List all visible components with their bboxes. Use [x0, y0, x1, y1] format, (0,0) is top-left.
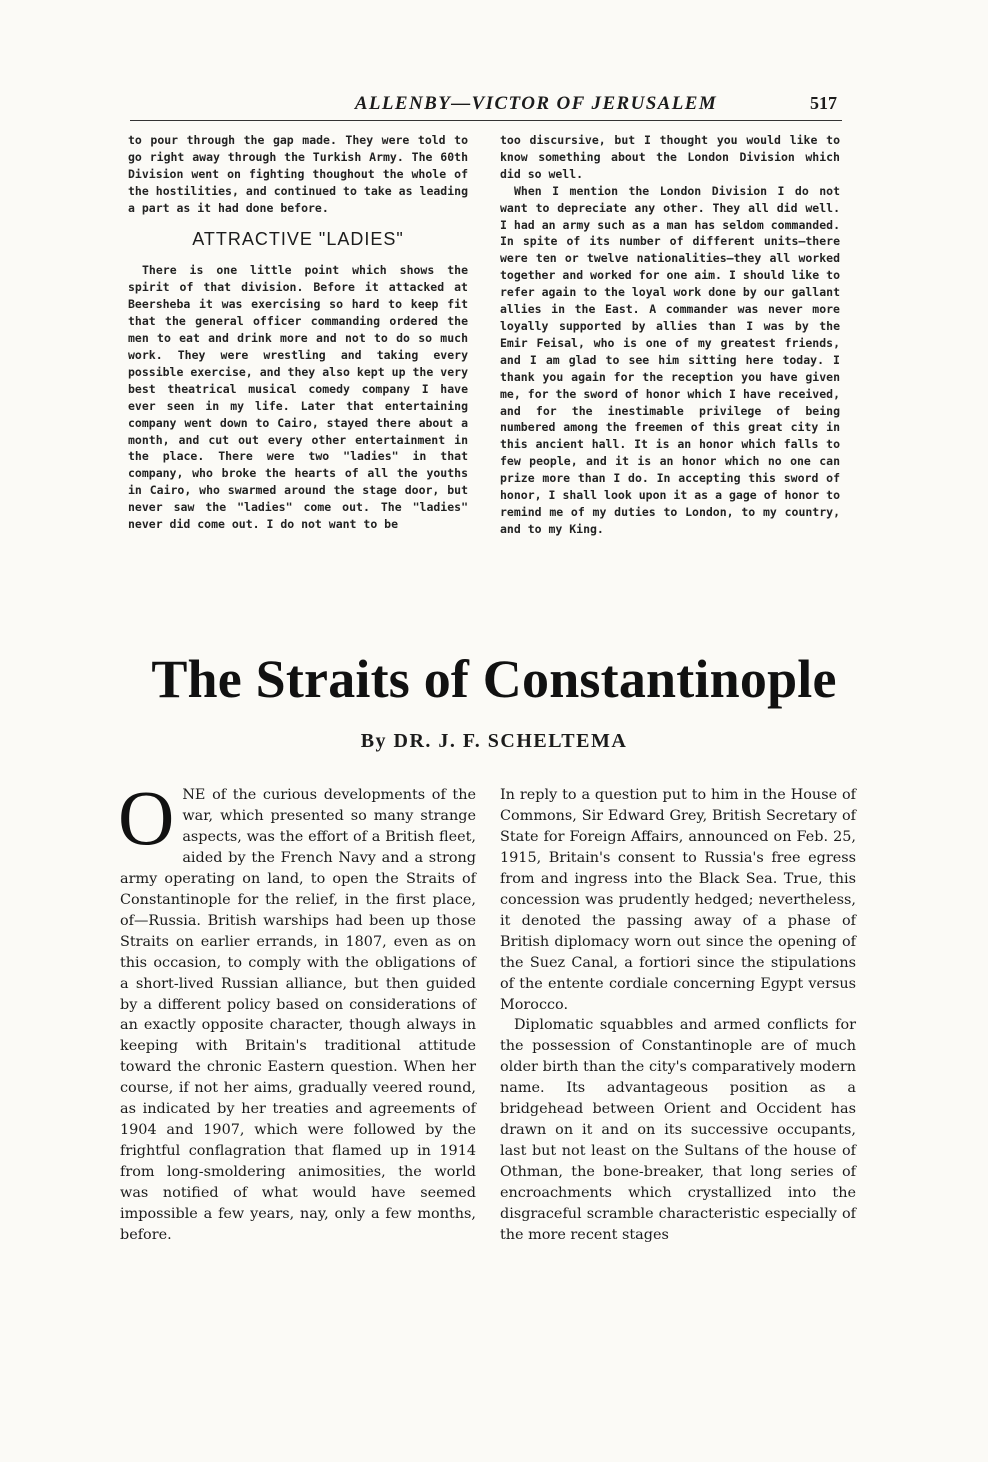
article-right-column: [500, 785, 856, 1246]
article-byline: By DR. J. F. SCHELTEMA: [360, 730, 628, 752]
article-left-column: [118, 774, 476, 1246]
paragraph: [118, 774, 476, 1246]
header-rule: [130, 120, 842, 121]
section-subheading: ATTRACTIVE "LADIES": [192, 228, 404, 249]
paragraph: In reply to a question put to him in the House of Commons, Sir Edward Grey, British Secretary of State for Foreign Affairs, announced on Feb. 25, 1915, Britain's consent to Russia's free egress from and ingress into the Black Sea. True, this concession was prudently hedged; nevertheless, it denoted the passing away of a phase of British diplomacy worn out since the opening of the Suez Canal, a fortiori since the stipulations of the entente cordiale concerning Egypt versus Morocco.: [500, 787, 856, 1013]
page-number: 517: [810, 93, 837, 113]
paragraph: When I mention the London Division I do not want to depreciate any other. They all did well. I had an army such as a man has seldom commanded. In spite of its number of different units—there were ten or twelve nationalities—they all worked together and worked for one aim. I should like to refer again to the loyal work done by our gallant allies in the East. A commander was never more loyally supported by allies than I was by the Emir Feisal, who is one of my greatest friends, and I am glad to see him sitting here today. I thank you again for the reception you have given me, for the sword of honor which I have received, and for the inestimable privilege of being numbered among the freemen of this great city in this ancient hall. It is an honor which falls to few people, and it is an honor which no one can prize more than I do. In accepting this sword of honor, I shall look upon it as a gage of honor to remind me of my duties to London, to my country, and to my King.: [500, 183, 840, 536]
top-left-column: [128, 132, 468, 533]
drop-cap: O: [118, 774, 175, 861]
running-header: ALLENBY—VICTOR OF JERUSALEM: [354, 93, 718, 114]
top-right-column: [500, 132, 840, 538]
paragraph: to pour through the gap made. They were told to go right away through the Turkish Army. The 60th Division went on fighting thoughout the whole of the hostilities, and continued to take as leading a part as it had done before.: [128, 133, 468, 215]
paragraph-text: NE of the curious developments of the war, which presented so many strange aspects, was the effort of a British fleet, aided by the French Navy and a strong army operating on land, to open the Straits of Constantinople for the relief, in the first place, of—Russia. British warships had been up those Straits on earlier errands, in 1807, even as on this occasion, to comply with the obligations of a short-lived Russian alliance, but then guided by a different policy based on considerations of an exactly opposite character, though always in keeping with Britain's traditional attitude toward the chronic Eastern question. When her course, if not her aims, gradually veered round, as indicated by her treaties and agreements of 1904 and 1907, which were followed by the frightful conflagration that flamed up in 1914 from long-smoldering animosities, the world was notified of what would have seemed impossible a few years, nay, only a few months, before.: [120, 787, 476, 1244]
article-title: The Straits of Constantinople: [151, 649, 837, 709]
paragraph: too discursive, but I thought you would like to know something about the London Division which did so well.: [500, 133, 840, 181]
paragraph: Diplomatic squabbles and armed conflicts for the possession of Constantinople are of much older birth than the city's comparatively modern name. Its advantageous position as a bridgehead between Orient and Occident has drawn on it and on its successive occupants, last but not least on the Sultans of the house of Othman, the bone-breaker, that long series of encroachments which crystallized into the disgraceful scramble characteristic especially of the more recent stages: [500, 1017, 856, 1244]
paragraph: There is one little point which shows the spirit of that division. Before it attacked at Beersheba it was exercising so hard to keep fit that the general officer commanding ordered the men to eat and drink more and not to do so much work. They were wrestling and taking every possible exercise, and they also kept up the very best theatrical musical comedy company I have ever seen in my life. Later that entertaining company went down to Cairo, stayed there about a month, and cut out every other entertainment in the place. There were two "ladies" in that company, who broke the hearts of all the youths in Cairo, who swarmed around the stage door, but never saw the "ladies" come out. The "ladies" never did come out. I do not want to be: [128, 263, 468, 532]
